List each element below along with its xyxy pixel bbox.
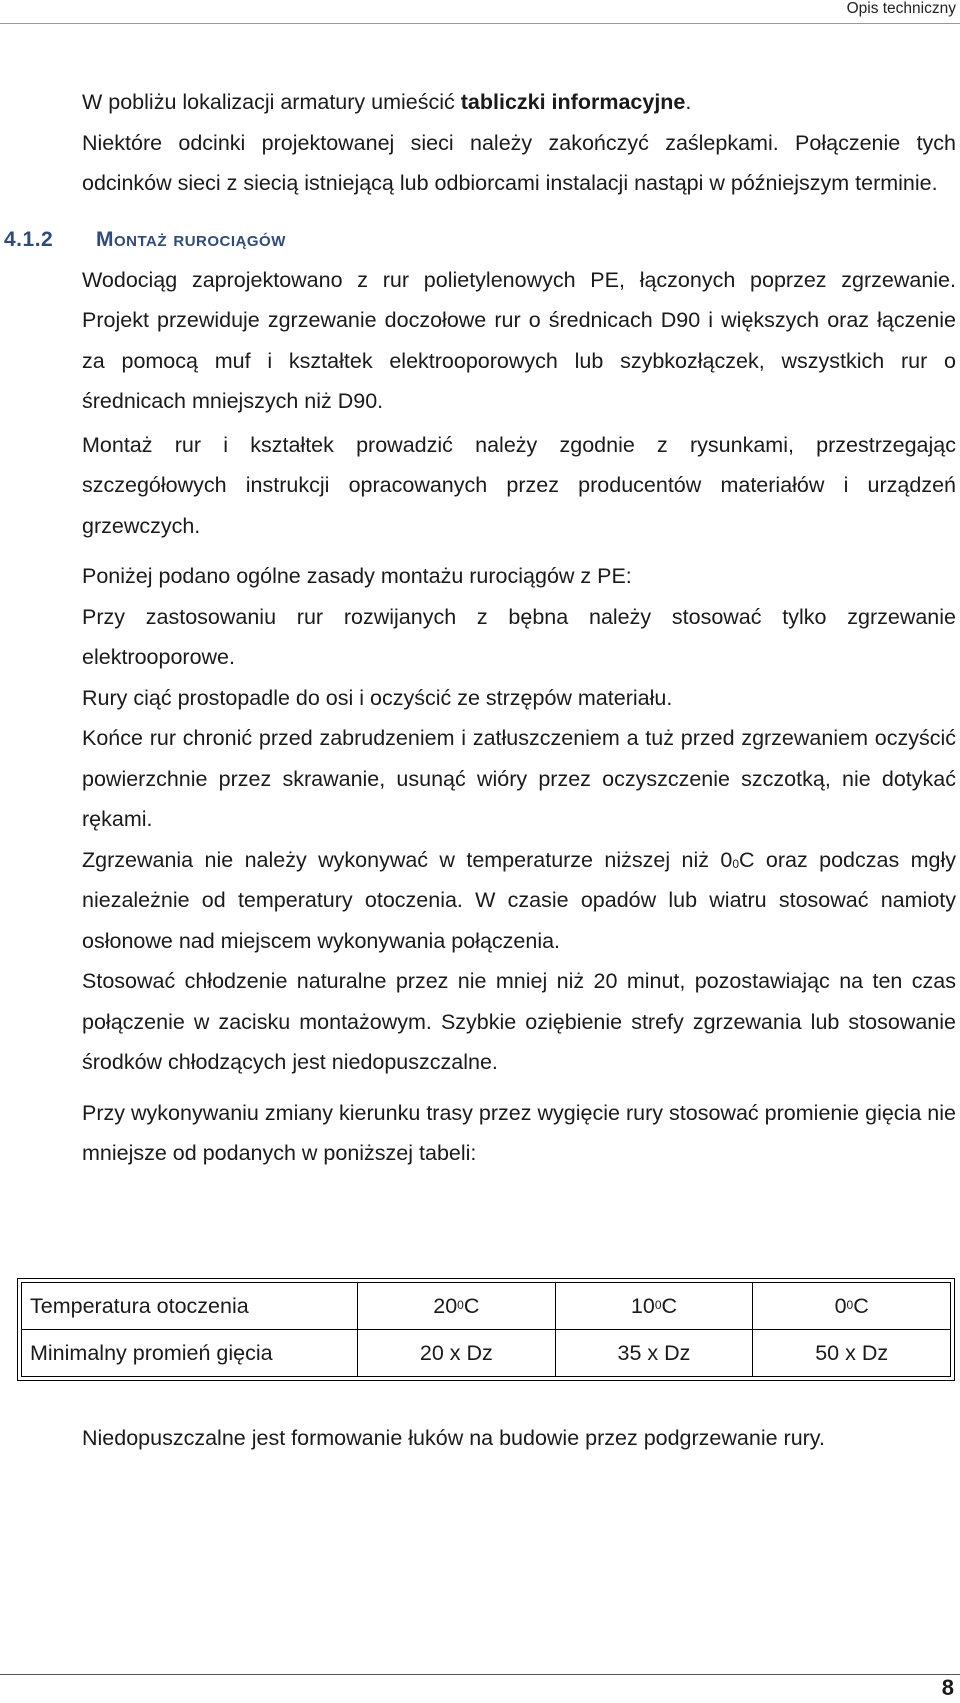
paragraph-bending-intro: Przy wykonywaniu zmiany kierunku trasy przez wygięcie rury stosować promienie gięcia nie mniejsze od podanych w poniższej tabeli: — [82, 1100, 956, 1165]
table-cell-temp-0: $0^0C$ — [753, 1283, 951, 1330]
section-heading — [0, 220, 956, 260]
welding-conditions-text-a: Zgrzewania nie należy wykonywać w temperaturze niższej niż 0 — [82, 847, 733, 872]
paragraph-no-heating: Niedopuszczalne jest formowanie łuków na budowie przez podgrzewanie rury. — [82, 1426, 825, 1450]
paragraph-pipe-ends: Końce rur chronić przed zabrudzeniem i zatłuszczeniem a tuż przed zgrzewaniem oczyścić powierzchnie przez skrawanie, usunąć wióry przez oczyszczenie szczotką, nie dotykać rękami. — [82, 726, 956, 831]
bending-radius-table — [17, 1278, 955, 1381]
table-row — [22, 1330, 951, 1377]
table-cell-temp-10: $10^0C$ — [555, 1283, 753, 1330]
paragraph-welding-conditions — [82, 840, 956, 962]
paragraph-end-caps: Niektóre odcinki projektowanej sieci należy zakończyć zaślepkami. Połączenie tych odcinków sieci z siecią istniejącą lub odbiorcami instalacji nastąpi w późniejszym terminie. — [82, 130, 956, 195]
paragraph-signage-end: . — [685, 90, 692, 114]
section-title: Montaż rurociągów — [96, 227, 286, 251]
paragraph-pipe-material: Wodociąg zaprojektowano z rur polietylenowych PE, łączonych poprzez zgrzewanie. Projekt przewiduje zgrzewanie doczołowe rur o średnicach D90 i większych oraz łączenie za pomocą muf i kształtek elektrooporowych lub szybkozłączek, wszystkich rur o średnicach mniejszych niż D90. — [82, 267, 956, 413]
page-number: 8 — [941, 1675, 954, 1700]
table-cell-radius-label: Minimalny promień gięcia — [22, 1330, 358, 1377]
table-row — [22, 1283, 951, 1330]
section-number: 4.1.2 — [4, 227, 54, 251]
paragraph-cutting: Rury ciąć prostopadle do osi i oczyścić ze strzępów materiału. — [82, 685, 673, 710]
page-header: Opis techniczny — [846, 0, 956, 17]
table-cell-temperature-label: Temperatura otoczenia — [22, 1283, 358, 1330]
paragraph-signage-text: W pobliżu lokalizacji armatury umieścić — [82, 90, 461, 114]
table-cell-radius-35: 35 x Dz — [555, 1330, 753, 1377]
paragraph-assembly-rules: Montaż rur i kształtek prowadzić należy zgodnie z rysunkami, przestrzegając szczegółowych instrukcji opracowanych przez producentów materiałów i urządzeń grzewczych. — [82, 432, 956, 538]
degree-superscript: 0 — [732, 856, 740, 871]
footer-rule — [0, 1674, 960, 1675]
table-cell-radius-50: 50 x Dz — [753, 1330, 951, 1377]
paragraph-signage-bold: tabliczki informacyjne — [460, 90, 686, 114]
welding-conditions-text-b: C oraz podczas mgły niezależnie od temperatury otoczenia. W czasie opadów lub wiatru stosować namioty osłonowe nad miejscem wykonywania połączenia. — [82, 847, 956, 953]
table-cell-radius-20: 20 x Dz — [358, 1330, 556, 1377]
table-cell-temp-20: $20^0C$ — [358, 1283, 556, 1330]
document-body — [4, 82, 956, 1174]
paragraph-general-rules-intro: Poniżej podano ogólne zasady montażu rurociągów z PE: — [82, 564, 632, 588]
paragraph-drum-pipes: Przy zastosowaniu rur rozwijanych z bębna należy stosować tylko zgrzewanie elektrooporowe. — [82, 604, 956, 669]
paragraph-cooling: Stosować chłodzenie naturalne przez nie mniej niż 20 minut, pozostawiając na ten czas połączenie w zacisku montażowym. Szybkie oziębienie strefy zgrzewania lub stosowanie środków chłodzących jest niedopuszczalne. — [82, 969, 956, 1074]
header-rule — [0, 23, 960, 24]
paragraph-signage — [82, 82, 956, 123]
